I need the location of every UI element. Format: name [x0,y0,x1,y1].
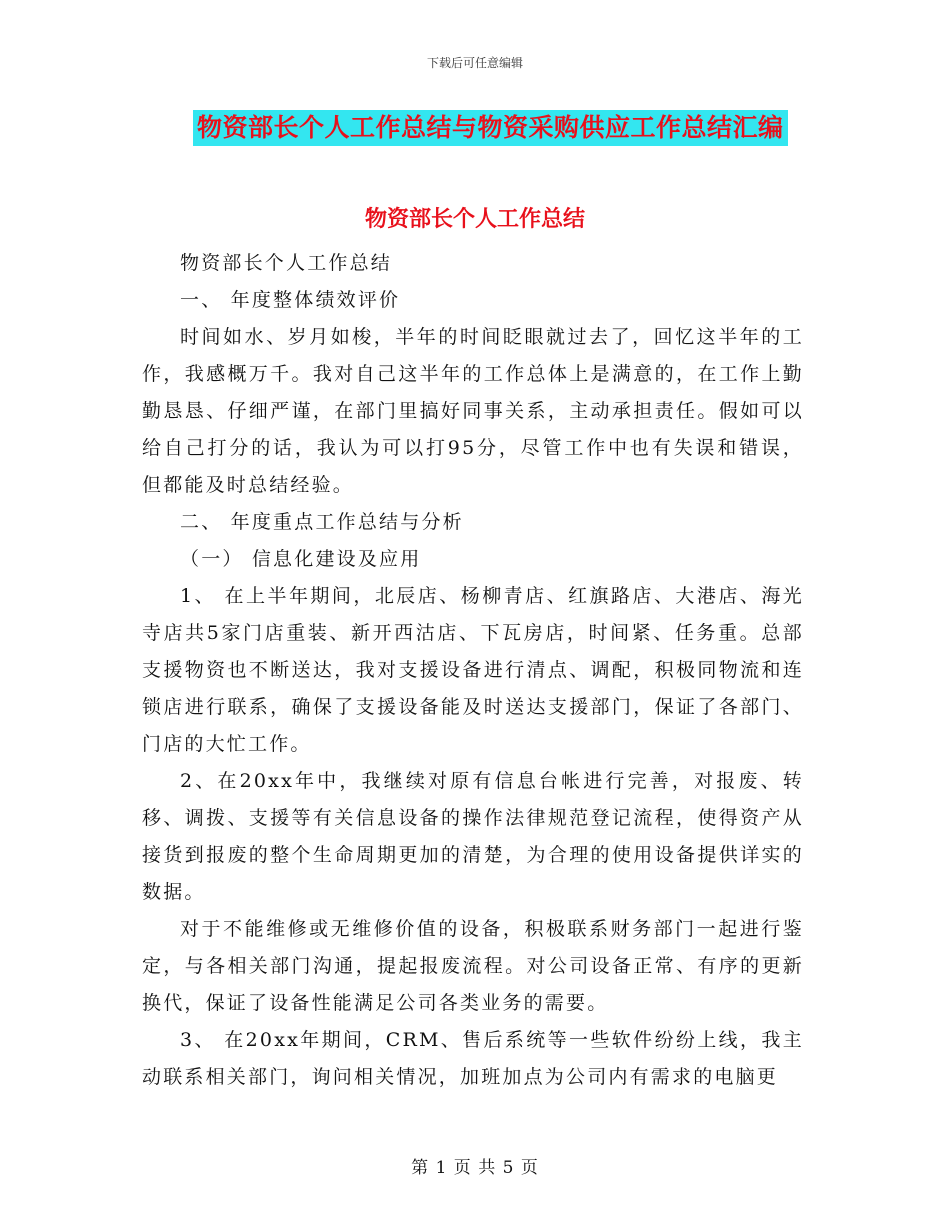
document-title: 物资部长个人工作总结与物资采购供应工作总结汇编 [193,110,788,146]
body-paragraph: 时间如水、岁月如梭，半年的时间眨眼就过去了，回忆这半年的工作，我感概万千。我对自己这半年的工作总体上是满意的，在工作上勤勤恳恳、仔细严谨，在部门里搞好同事关系，主动承担责任。假如可以给自己打分的话，我认为可以打95分，尽管工作中也有失误和错误，但都能及时总结经验。 [142,326,804,496]
body-paragraph: （一） 信息化建设及应用 [180,548,422,570]
header-note: 下载后可任意编辑 [426,56,523,70]
page-number-footer: 第 1 页 共 5 页 [411,1158,539,1178]
body-paragraph: 对于不能维修或无维修价值的设备，积极联系财务部门一起进行鉴定，与各相关部门沟通，提起报废流程。对公司设备正常、有序的更新换代，保证了设备性能满足公司各类业务的需要。 [142,918,804,1014]
body-paragraph: 物资部长个人工作总结 [180,252,393,274]
body-paragraph: 2、在20xx年中，我继续对原有信息台帐进行完善，对报废、转移、调拨、支援等有关信息设备的操作法律规范登记流程，使得资产从接货到报废的整个生命周期更加的清楚，为合理的使用设备提供详实的数据。 [142,770,804,903]
body-paragraph: 二、 年度重点工作总结与分析 [180,511,464,533]
document-body [142,245,804,1096]
body-paragraph: 3、 在20xx年期间，CRM、售后系统等一些软件纷纷上线，我主动联系相关部门，询问相关情况，加班加点为公司内有需求的电脑更 [142,1029,804,1088]
section-title: 物资部长个人工作总结 [364,206,585,232]
body-paragraph: 一、 年度整体绩效评价 [180,289,401,311]
body-paragraph: 1、 在上半年期间，北辰店、杨柳青店、红旗路店、大港店、海光寺店共5家门店重装、新开西沽店、下瓦房店，时间紧、任务重。总部支援物资也不断送达，我对支援设备进行清点、调配，积极同物流和连锁店进行联系，确保了支援设备能及时送达支援部门，保证了各部门、门店的大忙工作。 [142,585,804,755]
